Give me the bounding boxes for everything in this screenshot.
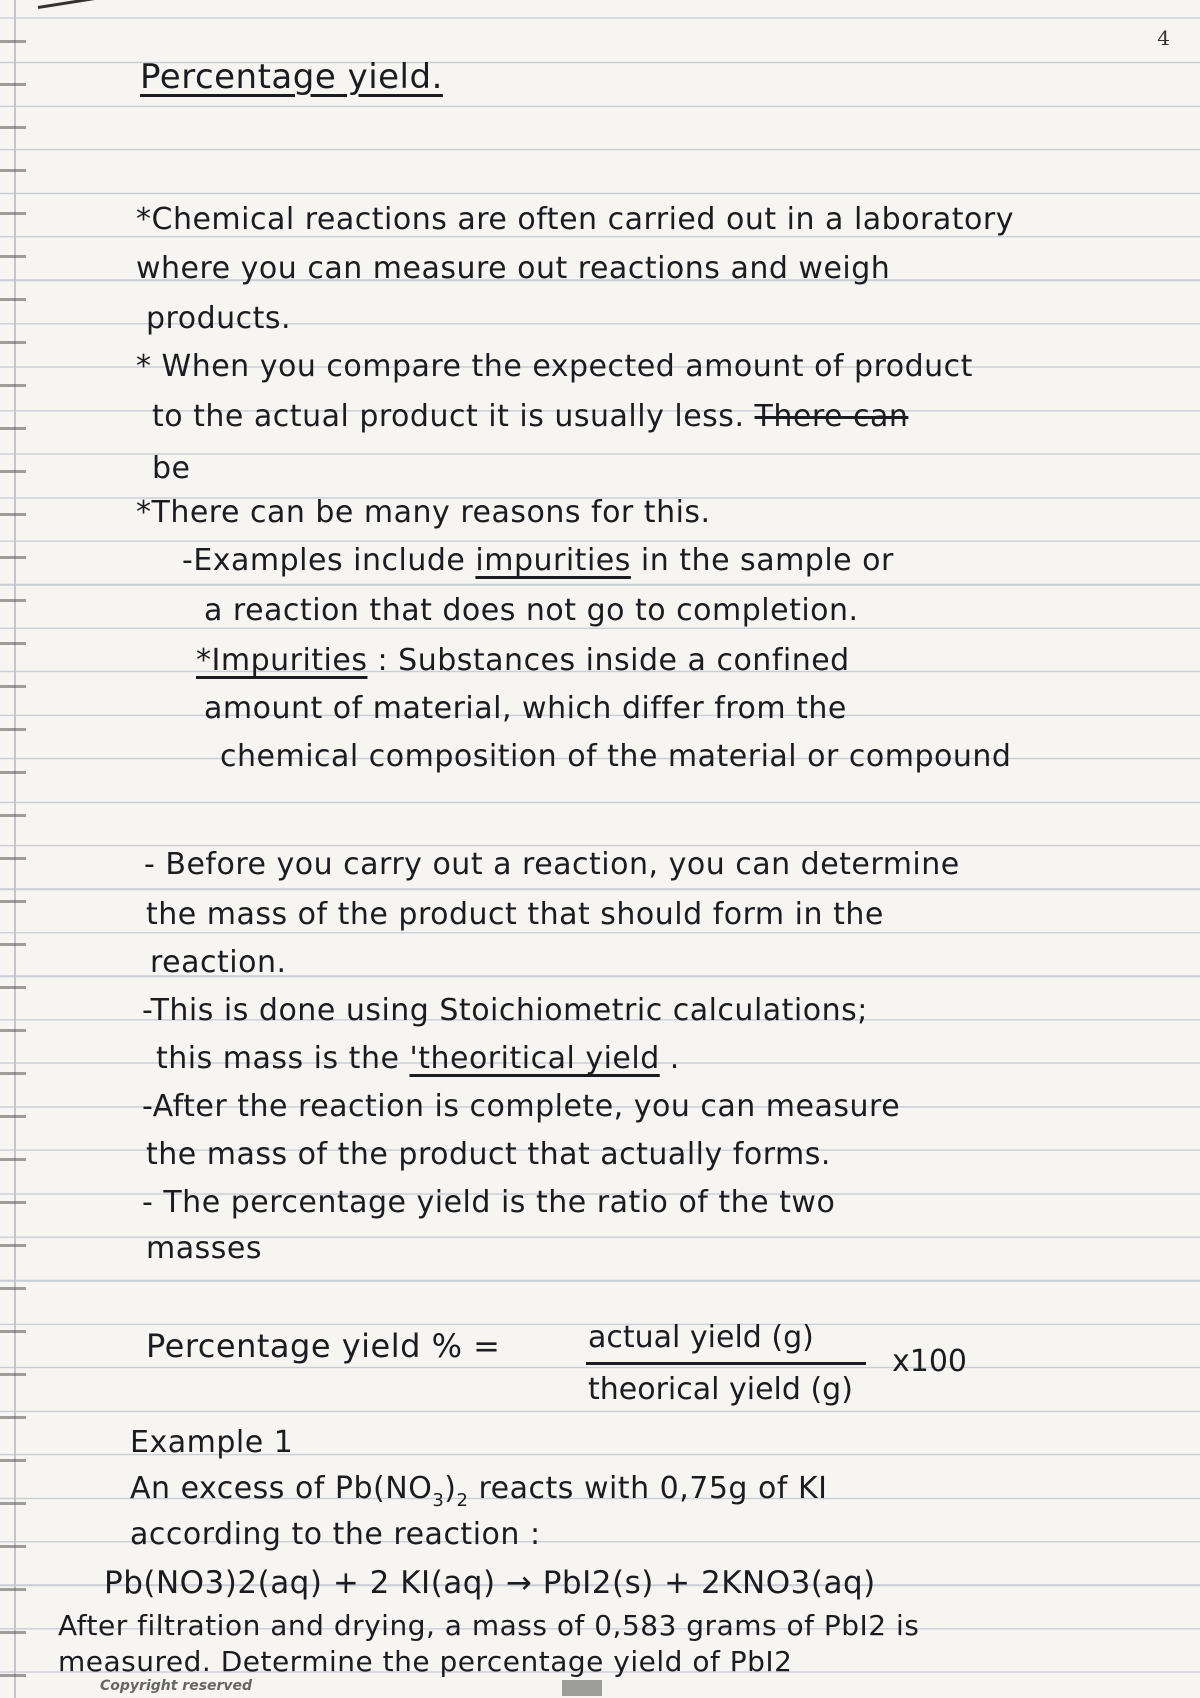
binding-holes bbox=[0, 0, 30, 1698]
chemical-equation: Pb(NO3)2(aq) + 2 KI(aq) → PbI2(s) + 2KNO3(aq) bbox=[104, 1565, 876, 1601]
text-line: After filtration and drying, a mass of 0,583 grams of PbI2 is bbox=[58, 1609, 920, 1642]
text-line: amount of material, which differ from the bbox=[204, 691, 847, 726]
text-line: reaction. bbox=[150, 945, 287, 980]
formula-multiplier: x100 bbox=[892, 1344, 968, 1379]
formula-denominator: theorical yield (g) bbox=[588, 1372, 853, 1407]
text-line bbox=[196, 643, 850, 678]
text-line: products. bbox=[146, 301, 292, 336]
formula-numerator: actual yield (g) bbox=[588, 1320, 814, 1355]
underlined-term: *Impurities bbox=[196, 643, 368, 678]
text-line: where you can measure out reactions and weigh bbox=[136, 251, 891, 286]
formula-lhs: Percentage yield % = bbox=[146, 1327, 501, 1365]
text-line: a reaction that does not go to completion. bbox=[204, 593, 859, 628]
text-segment: -Examples include bbox=[182, 543, 466, 578]
logo-stamp bbox=[562, 1680, 602, 1696]
text-line: the mass of the product that actually forms. bbox=[146, 1137, 831, 1172]
text-segment: An excess of Pb(NO bbox=[130, 1471, 433, 1506]
pen-stroke bbox=[38, 0, 141, 9]
text-line: *Chemical reactions are often carried out in a laboratory bbox=[136, 202, 1014, 237]
text-line: - The percentage yield is the ratio of the two bbox=[142, 1185, 836, 1220]
struck-text: There can bbox=[754, 399, 909, 434]
copyright-notice: Copyright reserved bbox=[100, 1678, 253, 1694]
text-line: -After the reaction is complete, you can measure bbox=[142, 1089, 901, 1124]
text-line: measured. Determine the percentage yield of PbI2 bbox=[58, 1645, 793, 1678]
underlined-term: 'theoritical yield bbox=[409, 1041, 660, 1076]
subscript: 3 bbox=[432, 1490, 445, 1511]
text-line bbox=[156, 1041, 680, 1076]
text-line: - Before you carry out a reaction, you can determine bbox=[144, 847, 960, 882]
text-segment: reacts with 0,75g of KI bbox=[478, 1471, 828, 1506]
text-line: -This is done using Stoichiometric calculations; bbox=[142, 993, 868, 1028]
text-segment: this mass is the bbox=[156, 1041, 400, 1076]
text-line: according to the reaction : bbox=[130, 1517, 541, 1552]
text-line bbox=[182, 543, 894, 578]
text-line: masses bbox=[146, 1231, 262, 1266]
text-line: * When you compare the expected amount of product bbox=[136, 349, 973, 384]
text-line: *There can be many reasons for this. bbox=[136, 495, 711, 530]
text-segment: : Substances inside a confined bbox=[377, 643, 850, 678]
text-segment: in the sample or bbox=[640, 543, 894, 578]
subscript: 2 bbox=[456, 1490, 469, 1511]
text-segment: . bbox=[669, 1041, 680, 1076]
text-segment: ) bbox=[444, 1471, 457, 1506]
page-mark: 4 bbox=[1157, 26, 1170, 50]
fraction-bar bbox=[586, 1362, 866, 1365]
text-line bbox=[130, 1471, 828, 1511]
page-title: Percentage yield. bbox=[140, 57, 443, 97]
text-segment: to the actual product it is usually less. bbox=[152, 399, 745, 434]
text-line: chemical composition of the material or compound bbox=[220, 739, 1012, 774]
text-line: be bbox=[152, 451, 191, 486]
underlined-term: impurities bbox=[475, 543, 631, 578]
text-line: the mass of the product that should form in the bbox=[146, 897, 884, 932]
text-line bbox=[152, 399, 909, 434]
example-heading: Example 1 bbox=[130, 1425, 294, 1460]
